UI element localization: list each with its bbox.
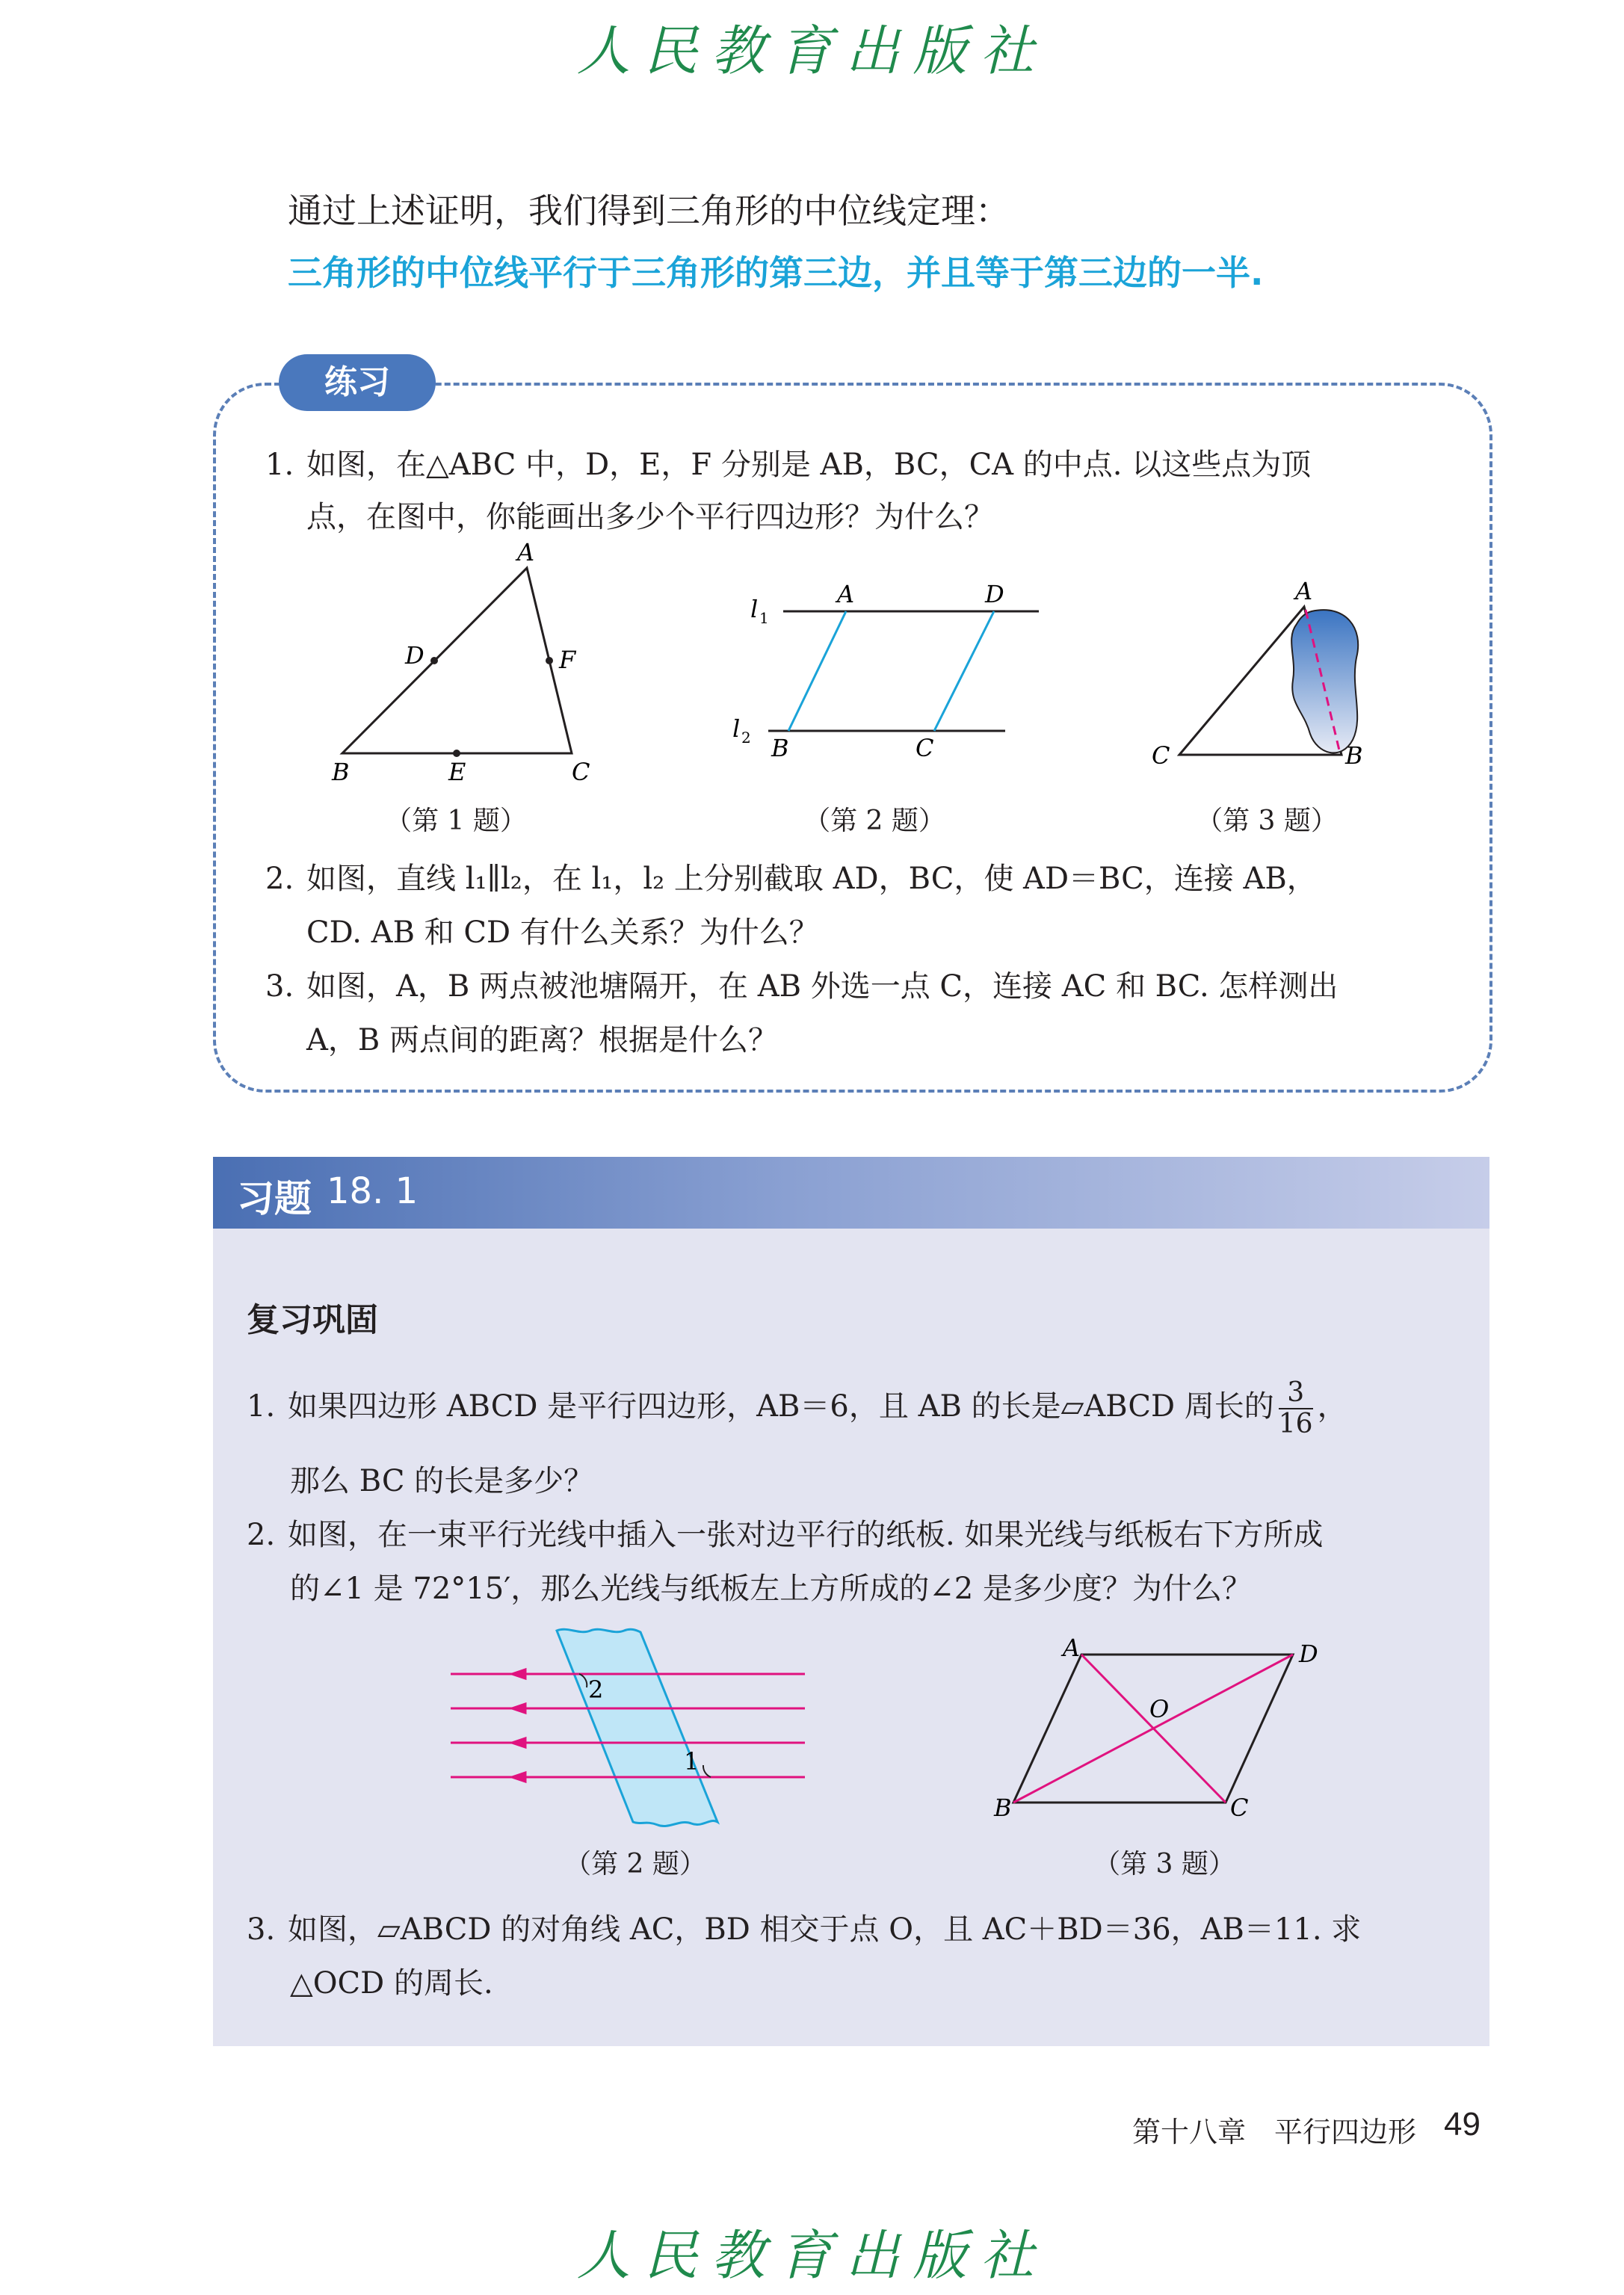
practice-caption-1: （第 1 题） xyxy=(385,806,527,836)
footer-chapter: 第十八章 平行四边形 xyxy=(1132,2116,1417,2149)
fraction-numerator: 3 xyxy=(1287,1377,1305,1408)
label-l2-sub: 2 xyxy=(741,729,751,747)
practice-q1-num: 1. xyxy=(265,448,294,482)
pond-shape xyxy=(1291,610,1358,753)
practice-q1-line2: 点，在图中，你能画出多少个平行四边形？为什么？ xyxy=(306,500,994,534)
exercise-q3-num: 3. xyxy=(247,1912,276,1947)
arrow-3 xyxy=(512,1738,525,1747)
exercise-q2-line1: 如图，在一束平行光线中插入一张对边平行的纸板. 如果光线与纸板右下方所成 xyxy=(288,1518,1324,1552)
point-d xyxy=(430,657,438,664)
label-o: O xyxy=(1149,1695,1170,1723)
practice-q2-line1: 如图，直线 l₁∥l₂，在 l₁，l₂ 上分别截取 AD，BC，使 AD＝BC，连接 AB， xyxy=(306,862,1317,896)
cardboard xyxy=(557,1629,717,1826)
label-d: D xyxy=(1299,1640,1318,1668)
arrow-2 xyxy=(512,1704,525,1713)
fraction-3-16 xyxy=(1279,1378,1313,1439)
angle-1-label: 1 xyxy=(684,1747,700,1776)
practice-q2-num: 2. xyxy=(265,862,294,896)
publisher-header: 人民教育出版社 xyxy=(576,19,1048,82)
arrow-1 xyxy=(512,1669,525,1678)
label-e: E xyxy=(448,758,466,786)
practice-caption-3: （第 3 题） xyxy=(1196,806,1338,836)
exercise-q3 xyxy=(247,1903,1361,1956)
label-f: F xyxy=(559,646,576,674)
arrow-4 xyxy=(512,1773,525,1782)
exercise-q2-line2: 的∠1 是 72°15′，那么光线与纸板左上方所成的∠2 是多少度？为什么？ xyxy=(290,1572,1252,1606)
exercise-fig3-parallelogram xyxy=(979,1629,1330,1823)
label-c: C xyxy=(1230,1794,1249,1822)
fraction-denominator: 16 xyxy=(1278,1409,1313,1439)
label-b: B xyxy=(771,734,789,762)
exercise-caption-3: （第 3 题） xyxy=(1093,1849,1235,1879)
label-c: C xyxy=(916,734,934,762)
practice-fig3-pond xyxy=(1140,568,1424,785)
label-d: D xyxy=(985,580,1004,608)
exercise-q2-num: 2. xyxy=(247,1518,276,1552)
exercise-q1 xyxy=(247,1378,1347,1439)
label-a: A xyxy=(1063,1634,1081,1662)
exercise-q3-line1: 如图，▱ABCD 的对角线 AC，BD 相交于点 O，且 AC＋BD＝36，AB＝11. 求 xyxy=(288,1912,1362,1947)
angle-1-arc xyxy=(703,1765,711,1777)
label-l2: l xyxy=(732,714,741,743)
review-heading: 复习巩固 xyxy=(247,1301,378,1339)
practice-q3 xyxy=(265,960,1338,1013)
practice-q2 xyxy=(265,852,1317,906)
label-a: A xyxy=(837,580,855,608)
exercise-title: 习题 xyxy=(237,1177,312,1220)
practice-fig2-parallel xyxy=(717,575,1061,770)
label-l1-sub: 1 xyxy=(759,609,769,627)
practice-q3-num: 3. xyxy=(265,969,294,1004)
point-e xyxy=(453,750,460,757)
label-c: C xyxy=(1152,741,1170,770)
practice-q2-line2: CD. AB 和 CD 有什么关系？为什么？ xyxy=(306,915,819,950)
label-d: D xyxy=(405,641,424,670)
segment-dc xyxy=(934,611,994,731)
exercise-header xyxy=(213,1157,1489,1229)
exercise-q2 xyxy=(247,1508,1323,1562)
page-number: 49 xyxy=(1444,2106,1481,2143)
triangle-abc xyxy=(342,568,572,753)
practice-q1-line1: 如图，在△ABC 中，D，E，F 分别是 AB，BC，CA 的中点. 以这些点为顶 xyxy=(306,448,1312,482)
practice-q3-line2: A，B 两点间的距离？根据是什么？ xyxy=(306,1023,778,1057)
exercise-q1-line2: 那么 BC 的长是多少？ xyxy=(290,1464,594,1498)
exercise-q1-num: 1. xyxy=(247,1389,276,1424)
point-f xyxy=(546,657,553,664)
exercise-q1-line1: 如果四边形 ABCD 是平行四边形，AB＝6，且 AB 的长是▱ABCD 周长的 xyxy=(288,1389,1274,1424)
label-b: B xyxy=(994,1794,1012,1822)
angle-2-label: 2 xyxy=(588,1675,604,1704)
label-a: A xyxy=(517,538,535,566)
diagonal-bd xyxy=(1013,1655,1293,1803)
exercise-caption-2: （第 2 题） xyxy=(564,1849,706,1879)
practice-q3-line1: 如图，A，B 两点被池塘隔开，在 AB 外选一点 C，连接 AC 和 BC. 怎样测出 xyxy=(306,969,1339,1004)
midline-theorem: 三角形的中位线平行于三角形的第三边，并且等于第三边的一半. xyxy=(288,253,1264,293)
practice-caption-2: （第 2 题） xyxy=(803,806,945,836)
exercise-q1-frac-after: ， xyxy=(1317,1389,1347,1424)
label-c: C xyxy=(572,758,590,786)
exercise-q3-line2: △OCD 的周长. xyxy=(290,1966,493,2001)
exercise-fig2-light-rays xyxy=(445,1622,826,1831)
intro-text: 通过上述证明，我们得到三角形的中位线定理： xyxy=(288,191,1010,231)
practice-q1 xyxy=(265,438,1311,492)
label-a: A xyxy=(1295,577,1313,605)
practice-tag: 练习 xyxy=(279,354,436,411)
label-b: B xyxy=(332,758,350,786)
publisher-footer: 人民教育出版社 xyxy=(576,2224,1048,2287)
label-b: B xyxy=(1345,741,1363,770)
label-l1: l xyxy=(750,595,759,623)
exercise-number: 18. 1 xyxy=(327,1170,419,1212)
segment-ab xyxy=(788,611,846,731)
practice-fig1-triangle xyxy=(321,537,620,791)
